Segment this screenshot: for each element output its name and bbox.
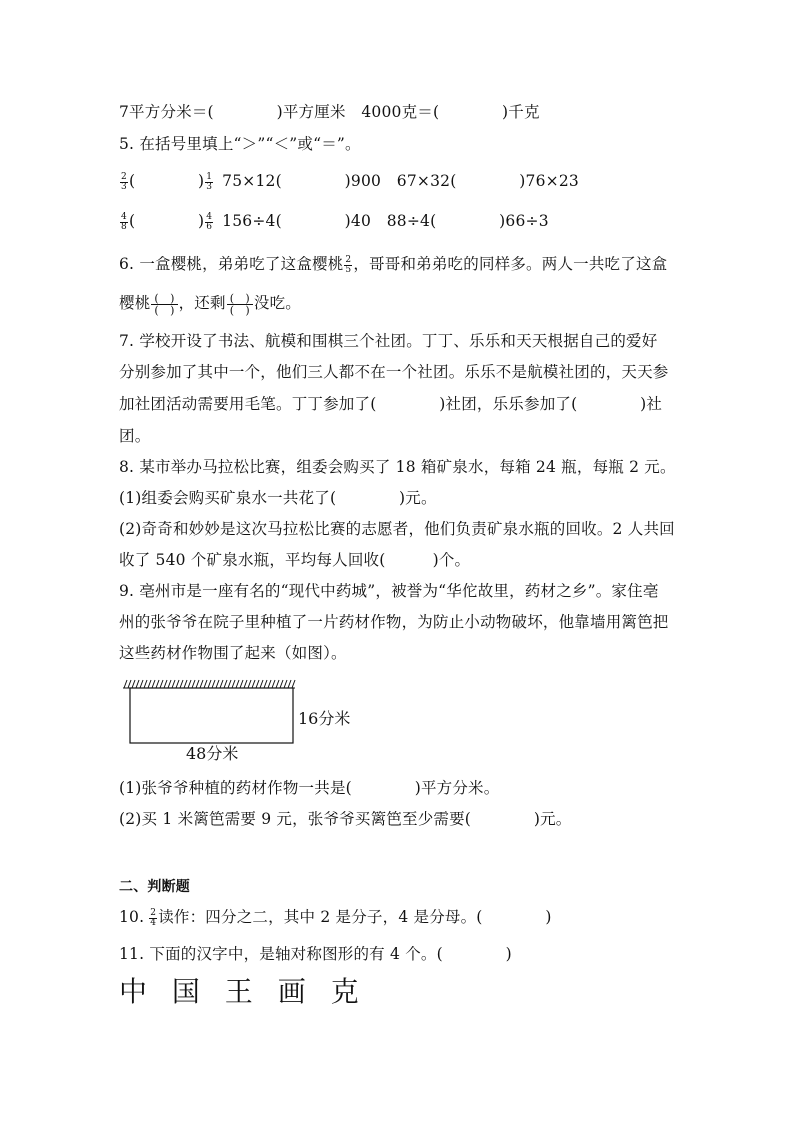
hatch-mark bbox=[216, 680, 219, 688]
question-8-line-1: 8. 某市举办马拉松比赛，组委会购买了 18 箱矿泉水，每箱 24 瓶，每瓶 2 元。 bbox=[119, 458, 676, 476]
hatch-mark bbox=[172, 680, 175, 688]
hatch-mark bbox=[224, 680, 227, 688]
fraction: $\frac{4}{8}$ bbox=[121, 211, 127, 232]
hatch-mark bbox=[124, 680, 127, 688]
fraction-blank: $\frac{( )}{( )}$ bbox=[151, 293, 177, 316]
question-10: 10. $\frac{2}{4}$ 读作：四分之二，其中 2 是分子，4 是分母。( ) bbox=[119, 907, 552, 928]
question-8-sub-2-line-2: 收了 540 个矿泉水瓶，平均每人回收( )个。 bbox=[119, 551, 471, 569]
hatch-mark bbox=[188, 680, 191, 688]
hatch-mark bbox=[176, 680, 179, 688]
fraction: $\frac{1}{3}$ bbox=[206, 171, 213, 192]
line-area-mass: 7平方分米＝( )平方厘米 4000克＝( )千克 bbox=[119, 103, 540, 121]
hatch-mark bbox=[128, 680, 131, 688]
question-8-sub-1: (1)组委会购买矿泉水一共花了( )元。 bbox=[119, 489, 437, 507]
question-7-line-1: 7. 学校开设了书法、航模和围棋三个社团。丁丁、乐乐和天天根据自己的爱好 bbox=[119, 332, 658, 350]
garden-rectangle bbox=[130, 688, 293, 743]
question-9-sub-1: (1)张爷爷种植的药材作物一共是( )平方分米。 bbox=[119, 779, 500, 797]
hatch-mark bbox=[180, 680, 183, 688]
hatch-mark bbox=[144, 680, 147, 688]
question-7-line-2: 分别参加了其中一个，他们三人都不在一个社团。乐乐不是航模社团的，天天参 bbox=[119, 363, 669, 381]
hatch-mark bbox=[168, 680, 171, 688]
section-2-heading: 二、判断题 bbox=[119, 879, 190, 895]
fraction: $\frac{2}{5}$ bbox=[345, 254, 352, 275]
hatch-mark bbox=[220, 680, 223, 688]
fraction: $\frac{4}{6}$ bbox=[206, 211, 213, 232]
question-7-line-3: 加社团活动需要用毛笔。丁丁参加了( )社团，乐乐参加了( )社 bbox=[119, 395, 663, 413]
question-8-sub-2-line-1: (2)奇奇和妙妙是这次马拉松比赛的志愿者，他们负责矿泉水瓶的回收。2 人共回 bbox=[119, 520, 675, 538]
hatch-mark bbox=[232, 680, 235, 688]
question-9-sub-2: (2)买 1 米篱笆需要 9 元，张爷爷买篱笆至少需要( )元。 bbox=[119, 810, 572, 828]
hatch-mark bbox=[256, 680, 259, 688]
question-7-line-4: 团。 bbox=[119, 427, 151, 445]
fraction: $\frac{2}{4}$ bbox=[150, 907, 157, 928]
hatch-mark bbox=[164, 680, 167, 688]
question-5-row-2: $\frac{4}{8}$ ( ) $\frac{4}{6}$ 156÷4( )40 88÷4( )66÷3 bbox=[121, 211, 549, 232]
hatch-mark bbox=[276, 680, 279, 688]
hatch-mark bbox=[204, 680, 207, 688]
hatch-mark bbox=[160, 680, 163, 688]
hatch-mark bbox=[156, 680, 159, 688]
hatch-mark bbox=[288, 680, 291, 688]
hatch-mark bbox=[280, 680, 283, 688]
fraction: $\frac{2}{3}$ bbox=[121, 171, 127, 192]
bottom-length-label: 48分米 bbox=[186, 744, 239, 763]
hatch-mark bbox=[260, 680, 263, 688]
hatch-mark bbox=[152, 680, 155, 688]
hanzi-row: 中 国 王 画 克 bbox=[119, 975, 367, 1008]
fence-diagram bbox=[120, 676, 360, 766]
question-5-row-1: $\frac{2}{3}$ ( ) $\frac{1}{3}$ 75×12( )900 67×32( )76×23 bbox=[121, 171, 579, 192]
question-5-title: 5. 在括号里填上“＞”“＜”或“＝”。 bbox=[119, 135, 361, 153]
hatch-mark bbox=[284, 680, 287, 688]
hatch-mark bbox=[132, 680, 135, 688]
hatch-mark bbox=[272, 680, 275, 688]
hatch-mark bbox=[248, 680, 251, 688]
hatch-mark bbox=[200, 680, 203, 688]
hatch-mark bbox=[264, 680, 267, 688]
hatch-mark bbox=[192, 680, 195, 688]
hatch-mark bbox=[292, 680, 295, 688]
hatch-mark bbox=[148, 680, 151, 688]
hatch-mark bbox=[252, 680, 255, 688]
hatch-mark bbox=[208, 680, 211, 688]
hatch-mark bbox=[184, 680, 187, 688]
hatch-mark bbox=[268, 680, 271, 688]
hatch-mark bbox=[236, 680, 239, 688]
hatch-mark bbox=[212, 680, 215, 688]
hatch-mark bbox=[240, 680, 243, 688]
question-6-line-1: 6. 一盒樱桃，弟弟吃了这盒樱桃 $\frac{2}{5}$ ，哥哥和弟弟吃的同样多。两人一共吃了这盒 bbox=[119, 254, 668, 275]
question-6-line-2: 樱桃 $\frac{( )}{( )}$ ，还剩 $\frac{( )}{( )}$ 没吃。 bbox=[119, 291, 301, 317]
question-9-line-2: 州的张爷爷在院子里种植了一片药材作物，为防止小动物破坏，他靠墙用篱笆把 bbox=[119, 613, 669, 631]
question-9-line-1: 9. 亳州市是一座有名的“现代中药城”，被誉为“华佗故里，药材之乡”。家住亳 bbox=[119, 582, 659, 600]
hatch-mark bbox=[228, 680, 231, 688]
fraction-blank: $\frac{( )}{( )}$ bbox=[227, 293, 253, 316]
question-11: 11. 下面的汉字中，是轴对称图形的有 4 个。( ) bbox=[119, 945, 512, 963]
hatch-mark bbox=[136, 680, 139, 688]
hatch-mark bbox=[196, 680, 199, 688]
hatch-mark bbox=[140, 680, 143, 688]
side-length-label: 16分米 bbox=[298, 709, 351, 728]
question-9-line-3: 这些药材作物围了起来（如图）。 bbox=[119, 644, 347, 662]
hatch-mark bbox=[244, 680, 247, 688]
